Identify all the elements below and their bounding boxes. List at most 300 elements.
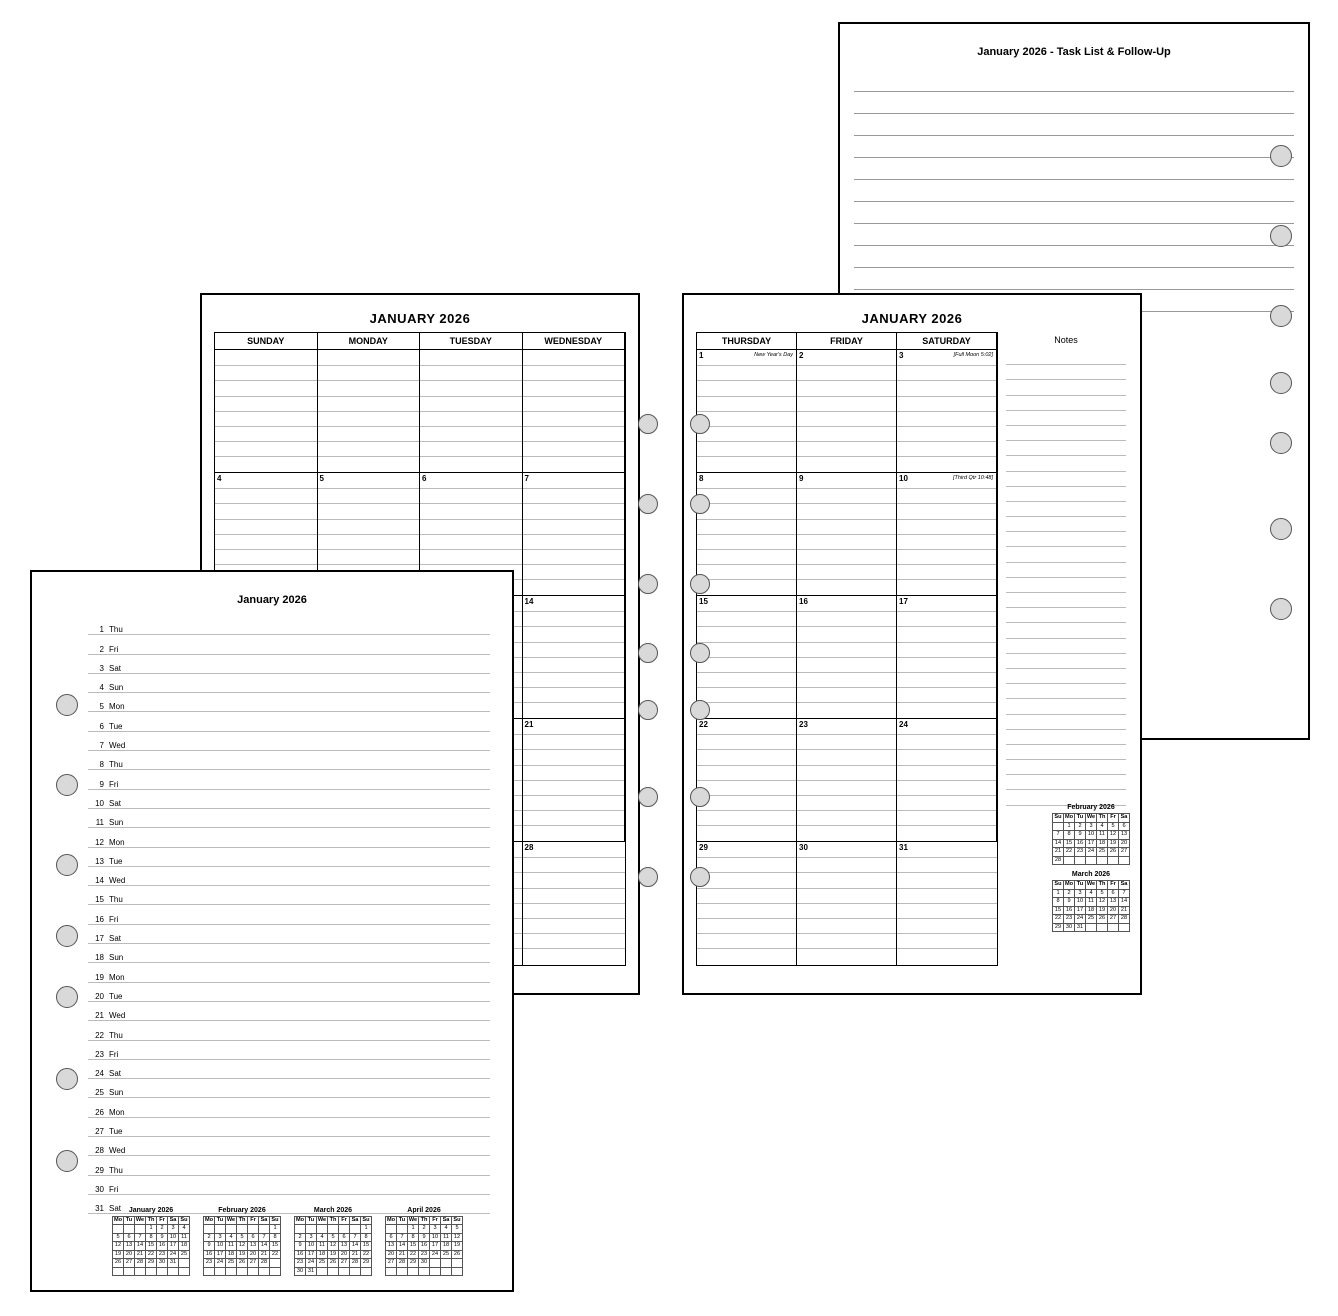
mini-day [397,1225,408,1234]
writing-rule [897,549,996,550]
writing-rule [318,441,420,442]
month-day-number: 1 [99,625,104,635]
writing-rule [697,380,796,381]
mini-day: 1 [1053,889,1064,898]
month-day-row[interactable] [88,809,490,828]
day-cell[interactable] [318,350,421,473]
mini-day [1108,923,1119,932]
mini-day: 22 [146,1250,157,1259]
mini-week-row [1053,923,1130,932]
task-line[interactable] [854,92,1294,114]
notes-line[interactable] [1006,350,1126,365]
day-cell[interactable] [897,719,997,842]
mini-day: 21 [350,1250,361,1259]
mini-day: 24 [1075,915,1086,924]
writing-rule [697,702,796,703]
writing-rule [215,426,317,427]
writing-rule [318,519,420,520]
writing-rule [523,810,625,811]
mini-day: 13 [339,1242,350,1251]
month-day-row[interactable] [88,828,490,847]
month-day-weekday: Sun [109,953,124,963]
writing-rule [697,534,796,535]
mini-dow: We [1086,881,1096,887]
writing-rule [420,411,522,412]
writing-rule [318,534,420,535]
writing-rule [897,734,996,735]
task-line[interactable] [854,70,1294,92]
task-line[interactable] [854,180,1294,202]
day-cell[interactable] [897,842,997,965]
notes-line[interactable] [1006,563,1126,578]
mini-day: 26 [452,1250,463,1259]
mini-day: 3 [430,1225,441,1234]
month-day-row[interactable] [88,1060,490,1079]
mini-day: 27 [339,1259,350,1268]
task-line[interactable] [854,202,1294,224]
mini-day [270,1267,281,1276]
writing-rule [318,456,420,457]
mini-day: 10 [306,1242,317,1251]
weekday-header: FRIDAY [797,333,897,350]
mini-day: 9 [1064,898,1075,907]
mini-day: 8 [270,1233,281,1242]
month-day-row[interactable] [88,1118,490,1137]
notes-line[interactable] [1006,730,1126,745]
mini-calendar-title: February 2026 [218,1206,266,1214]
mini-day: 9 [204,1242,215,1251]
mini-day: 9 [1075,831,1086,840]
notes-line[interactable] [1006,411,1126,426]
writing-rule [897,657,996,658]
month-day-weekday: Thu [109,1165,123,1175]
writing-rule [797,611,896,612]
month-day-row[interactable] [88,886,490,905]
day-cell[interactable] [420,350,523,473]
month-day-row[interactable] [88,616,490,635]
month-day-number: 21 [95,1011,104,1021]
day-cell[interactable] [697,842,797,965]
writing-rule [523,579,625,580]
month-day-row[interactable] [88,751,490,770]
month-day-row[interactable] [88,693,490,712]
writing-rule [897,441,996,442]
binder-hole [1270,372,1292,394]
month-day-row[interactable] [88,770,490,789]
month-day-row[interactable] [88,963,490,982]
mini-week-row [1053,848,1130,857]
mini-day: 11 [1086,898,1097,907]
writing-rule [897,903,997,904]
month-day-number: 12 [95,837,104,847]
month-day-row[interactable] [88,867,490,886]
writing-rule [420,564,522,565]
month-day-number: 31 [95,1204,104,1214]
month-day-row[interactable] [88,848,490,867]
notes-line[interactable] [1006,441,1126,456]
day-cell[interactable] [697,719,797,842]
mini-day: 10 [430,1233,441,1242]
notes-line[interactable] [1006,578,1126,593]
binder-hole [638,643,658,663]
day-cell[interactable] [797,596,897,719]
mini-day: 7 [1053,831,1064,840]
mini-dow: We [1086,814,1096,820]
month-day-row[interactable] [88,1021,490,1040]
task-line[interactable] [854,136,1294,158]
writing-rule [897,948,997,949]
mini-day [1064,856,1075,865]
notes-line[interactable] [1006,775,1126,790]
mini-week-row [386,1267,463,1276]
month-day-number: 24 [95,1069,104,1079]
day-cell[interactable] [215,350,318,473]
mini-day [113,1267,124,1276]
mini-day: 15 [146,1242,157,1251]
month-day-number: 20 [95,991,104,1001]
month-day-row[interactable] [88,790,490,809]
month-day-number: 15 [95,895,104,905]
mini-week-row [204,1259,281,1268]
writing-rule [897,749,996,750]
month-day-weekday: Tue [109,991,123,1001]
writing-rule [523,825,625,826]
mini-week-row [113,1259,190,1268]
mini-day: 3 [168,1225,179,1234]
mini-day [1119,923,1130,932]
mini-day: 5 [1097,889,1108,898]
day-cell[interactable] [897,596,997,719]
month-day-number: 2 [99,644,104,654]
month-day-weekday: Wed [109,741,126,751]
mini-day: 19 [237,1250,248,1259]
mini-day [386,1225,397,1234]
writing-rule [697,765,796,766]
mini-day [328,1225,339,1234]
writing-rule [897,857,997,858]
mini-day: 20 [248,1250,259,1259]
notes-line[interactable] [1006,684,1126,699]
writing-rule [697,503,796,504]
mini-day [157,1267,168,1276]
mini-day: 15 [408,1242,419,1251]
month-day-row[interactable] [88,655,490,674]
binder-hole [690,787,710,807]
mini-day: 31 [306,1267,317,1276]
writing-rule [797,549,896,550]
binder-hole [1270,145,1292,167]
writing-rule [215,534,317,535]
day-number: 6 [422,474,427,483]
notes-line[interactable] [1006,745,1126,760]
writing-rule [318,380,420,381]
mini-day: 7 [1119,889,1130,898]
writing-rule [697,857,796,858]
mini-week-row [1053,898,1130,907]
task-list-title: January 2026 - Task List & Follow-Up [977,46,1171,58]
monthly-day-list[interactable] [88,616,490,1214]
month-day-number: 27 [95,1127,104,1137]
mini-week-row [204,1242,281,1251]
notes-line[interactable] [1006,517,1126,532]
month-day-weekday: Tue [109,856,123,866]
month-day-row[interactable] [88,944,490,963]
month-day-weekday: Thu [109,895,123,905]
writing-rule [420,534,522,535]
writing-rule [215,503,317,504]
mini-week-row [113,1225,190,1234]
day-cell[interactable] [697,473,797,596]
notes-line[interactable] [1006,669,1126,684]
writing-rule [797,519,896,520]
mini-week-row [204,1267,281,1276]
mini-dow: Su [271,1216,279,1223]
day-number: 1 [699,351,704,360]
mini-day: 3 [215,1233,226,1242]
writing-rule [697,549,796,550]
day-number: 2 [799,351,804,360]
mini-day: 28 [135,1259,146,1268]
day-number: 15 [699,597,708,606]
month-day-row[interactable] [88,712,490,731]
mini-day [430,1259,441,1268]
task-line[interactable] [854,268,1294,290]
mini-day: 1 [146,1225,157,1234]
writing-rule [797,780,896,781]
writing-rule [523,672,625,673]
writing-rule [897,810,996,811]
mini-day [339,1267,350,1276]
writing-rule [897,411,996,412]
mini-day: 21 [397,1250,408,1259]
day-number: 14 [524,597,534,606]
day-cell[interactable] [797,473,897,596]
binder-hole [638,414,658,434]
notes-line[interactable] [1006,380,1126,395]
mini-day: 12 [328,1242,339,1251]
mini-day: 5 [113,1233,124,1242]
writing-rule [420,441,522,442]
month-day-weekday: Sun [109,1088,124,1098]
notes-line[interactable] [1006,547,1126,562]
mini-week-row [113,1233,190,1242]
day-cell[interactable] [523,596,626,719]
writing-rule [797,810,896,811]
mini-day: 1 [361,1225,372,1234]
mini-day: 31 [168,1259,179,1268]
mini-week-row [113,1267,190,1276]
mini-day: 4 [179,1225,190,1234]
month-day-weekday: Thu [109,625,123,635]
writing-rule [420,380,522,381]
mini-calendar [203,1207,281,1277]
mini-day: 16 [1064,906,1075,915]
writing-rule [897,456,996,457]
mini-day: 27 [386,1259,397,1268]
writing-rule [797,456,896,457]
mini-day: 27 [1119,848,1130,857]
notes-line[interactable] [1006,593,1126,608]
notes-area[interactable] [1006,350,1126,806]
notes-line[interactable] [1006,608,1126,623]
mini-day [397,1267,408,1276]
notes-line[interactable] [1006,365,1126,380]
mini-day: 23 [157,1250,168,1259]
writing-rule [523,888,626,889]
task-line[interactable] [854,246,1294,268]
month-day-weekday: Wed [109,1146,126,1156]
day-cell[interactable] [797,842,897,965]
writing-rule [523,872,626,873]
notes-line[interactable] [1006,699,1126,714]
day-cell[interactable] [797,350,897,473]
mini-dow: Mo [204,1216,214,1223]
writing-rule [897,519,996,520]
writing-rule [523,549,625,550]
binder-hole [638,787,658,807]
month-day-weekday: Fri [109,914,119,924]
month-day-row[interactable] [88,1002,490,1021]
mini-day: 14 [350,1242,361,1251]
mini-day: 22 [270,1250,281,1259]
mini-day: 17 [215,1250,226,1259]
month-day-row[interactable] [88,732,490,751]
writing-rule [697,948,796,949]
binder-hole [56,986,78,1008]
mini-day: 16 [157,1242,168,1251]
writing-rule [797,365,896,366]
mini-day: 27 [248,1259,259,1268]
writing-rule [215,380,317,381]
notes-line[interactable] [1006,760,1126,775]
day-cell[interactable] [523,350,626,473]
mini-week-row [113,1242,190,1251]
day-cell[interactable] [697,596,797,719]
writing-rule [318,426,420,427]
day-cell[interactable] [523,473,626,596]
mini-day: 18 [1086,906,1097,915]
writing-rule [523,503,625,504]
writing-rule [897,888,997,889]
month-day-row[interactable] [88,983,490,1002]
notes-line[interactable] [1006,472,1126,487]
mini-dow: Th [419,1216,430,1225]
writing-rule [897,488,996,489]
notes-line[interactable] [1006,502,1126,517]
month-day-row[interactable] [88,1137,490,1156]
mini-day: 11 [179,1233,190,1242]
notes-line[interactable] [1006,532,1126,547]
month-day-weekday: Fri [109,1184,119,1194]
day-cell[interactable] [897,350,997,473]
mini-day [350,1267,361,1276]
notes-line[interactable] [1006,623,1126,638]
writing-rule [697,749,796,750]
mini-dow: We [226,1216,236,1223]
day-cell[interactable] [897,473,997,596]
month-day-row[interactable] [88,925,490,944]
day-cell[interactable] [523,719,626,842]
month-day-row[interactable] [88,1156,490,1175]
month-day-row[interactable] [88,635,490,654]
side-calendars [1052,804,1130,938]
month-day-row[interactable] [88,1176,490,1195]
weekday-header: THURSDAY [697,333,797,350]
writing-rule [523,456,625,457]
month-day-row[interactable] [88,905,490,924]
mini-day: 8 [1064,831,1075,840]
notes-line[interactable] [1006,654,1126,669]
mini-day [226,1267,237,1276]
mini-day: 21 [1119,906,1130,915]
task-list-lines[interactable] [854,70,1294,312]
mini-day: 9 [157,1233,168,1242]
month-day-row[interactable] [88,1041,490,1060]
notes-line[interactable] [1006,487,1126,502]
notes-line[interactable] [1006,426,1126,441]
month-day-number: 23 [95,1049,104,1059]
task-line[interactable] [854,158,1294,180]
binder-hole [638,494,658,514]
mini-day: 17 [1075,906,1086,915]
mini-day: 12 [1108,831,1119,840]
mini-day [306,1225,317,1234]
writing-rule [697,933,796,934]
month-day-row[interactable] [88,1098,490,1117]
day-number: 28 [524,843,534,852]
weekly-right-title: JANUARY 2026 [861,311,963,326]
weekly-right-grid[interactable] [696,332,998,966]
writing-rule [318,488,420,489]
mini-dow: Tu [306,1216,317,1225]
writing-rule [420,488,522,489]
notes-line[interactable] [1006,715,1126,730]
day-cell[interactable] [797,719,897,842]
month-day-weekday: Sat [109,1069,122,1079]
writing-rule [797,749,896,750]
weekday-header: WEDNESDAY [523,333,626,350]
mini-day: 22 [361,1250,372,1259]
notes-line[interactable] [1006,639,1126,654]
month-day-row[interactable] [88,674,490,693]
writing-rule [697,396,796,397]
mini-dow: Sa [1119,814,1130,823]
month-day-row[interactable] [88,1079,490,1098]
task-line[interactable] [854,224,1294,246]
mini-dow: Tu [1075,814,1086,823]
mini-week-row [386,1259,463,1268]
notes-line[interactable] [1006,396,1126,411]
writing-rule [797,795,896,796]
task-line[interactable] [854,114,1294,136]
mini-day: 20 [386,1250,397,1259]
writing-rule [523,657,625,658]
day-cell[interactable] [697,350,797,473]
weekday-header: MONDAY [318,333,421,350]
mini-day [204,1225,215,1234]
day-cell[interactable] [523,842,626,965]
writing-rule [697,903,796,904]
binder-hole [1270,432,1292,454]
month-day-number: 4 [99,683,104,693]
mini-day: 24 [168,1250,179,1259]
writing-rule [797,396,896,397]
notes-line[interactable] [1006,456,1126,471]
day-number: 10 [899,474,908,483]
month-day-weekday: Fri [109,779,119,789]
month-day-weekday: Thu [109,1030,123,1040]
mini-week-row [1053,856,1130,865]
